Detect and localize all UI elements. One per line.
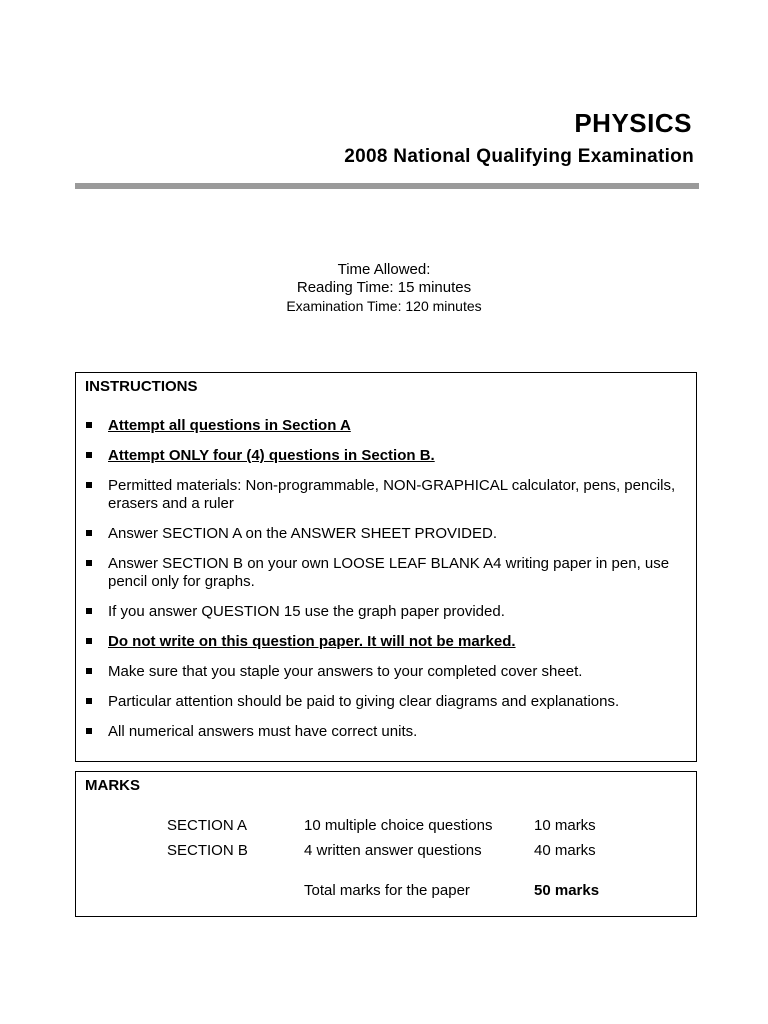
instruction-item xyxy=(76,663,698,681)
marks-heading: MARKS xyxy=(85,777,140,794)
instruction-text: All numerical answers must have correct units. xyxy=(108,723,418,740)
document-subtitle: 2008 National Qualifying Examination xyxy=(344,146,694,167)
instruction-item xyxy=(76,525,698,543)
instruction-text: Attempt all questions in Section A xyxy=(108,417,351,434)
instruction-text: Make sure that you staple your answers to your completed cover sheet. xyxy=(108,663,583,680)
instruction-text: Do not write on this question paper. It will not be marked. xyxy=(108,633,516,650)
instruction-item xyxy=(76,723,698,741)
marks-section-b-label: SECTION B xyxy=(167,842,248,859)
bullet-icon xyxy=(86,638,92,644)
marks-section-a-value: 10 marks xyxy=(534,817,596,834)
bullet-icon xyxy=(86,668,92,674)
instruction-item xyxy=(76,633,698,651)
document-title: PHYSICS xyxy=(574,108,692,138)
instruction-text: If you answer QUESTION 15 use the graph paper provided. xyxy=(108,603,505,620)
marks-section-b-value: 40 marks xyxy=(534,842,596,859)
marks-box xyxy=(75,771,697,917)
bullet-icon xyxy=(86,530,92,536)
instruction-text: Permitted materials: Non-programmable, NON-GRAPHICAL calculator, pens, pencils, erasers and a ruler xyxy=(108,477,676,512)
bullet-icon xyxy=(86,698,92,704)
instruction-text: Answer SECTION B on your own LOOSE LEAF BLANK A4 writing paper in pen, use pencil only for graphs. xyxy=(108,555,670,590)
bullet-icon xyxy=(86,422,92,428)
instruction-item xyxy=(76,603,698,621)
reading-time: Reading Time: 15 minutes xyxy=(296,279,472,296)
bullet-icon xyxy=(86,608,92,614)
marks-total-value: 50 marks xyxy=(534,882,600,899)
instruction-item xyxy=(76,447,698,465)
instructions-list xyxy=(76,417,698,753)
marks-section-a-description: 10 multiple choice questions xyxy=(304,817,493,834)
instruction-text: Particular attention should be paid to giving clear diagrams and explanations. xyxy=(108,693,620,710)
bullet-icon xyxy=(86,728,92,734)
marks-section-b-description: 4 written answer questions xyxy=(304,842,482,859)
bullet-icon xyxy=(86,452,92,458)
instructions-heading: INSTRUCTIONS xyxy=(85,378,198,395)
marks-section-a-label: SECTION A xyxy=(167,817,248,834)
instruction-item xyxy=(76,417,698,435)
instruction-text: Attempt ONLY four (4) questions in Section B. xyxy=(108,447,435,464)
instructions-box xyxy=(75,372,697,762)
instruction-item xyxy=(76,477,698,513)
time-allowed-block xyxy=(0,261,768,315)
bullet-icon xyxy=(86,482,92,488)
marks-total-label: Total marks for the paper xyxy=(304,882,470,899)
instruction-text: Answer SECTION A on the ANSWER SHEET PROVIDED. xyxy=(108,525,498,542)
header-divider xyxy=(75,183,699,189)
time-allowed-label: Time Allowed: xyxy=(337,261,431,278)
instruction-item xyxy=(76,555,698,591)
bullet-icon xyxy=(86,560,92,566)
examination-time: Examination Time: 120 minutes xyxy=(286,298,482,314)
instruction-item xyxy=(76,693,698,711)
